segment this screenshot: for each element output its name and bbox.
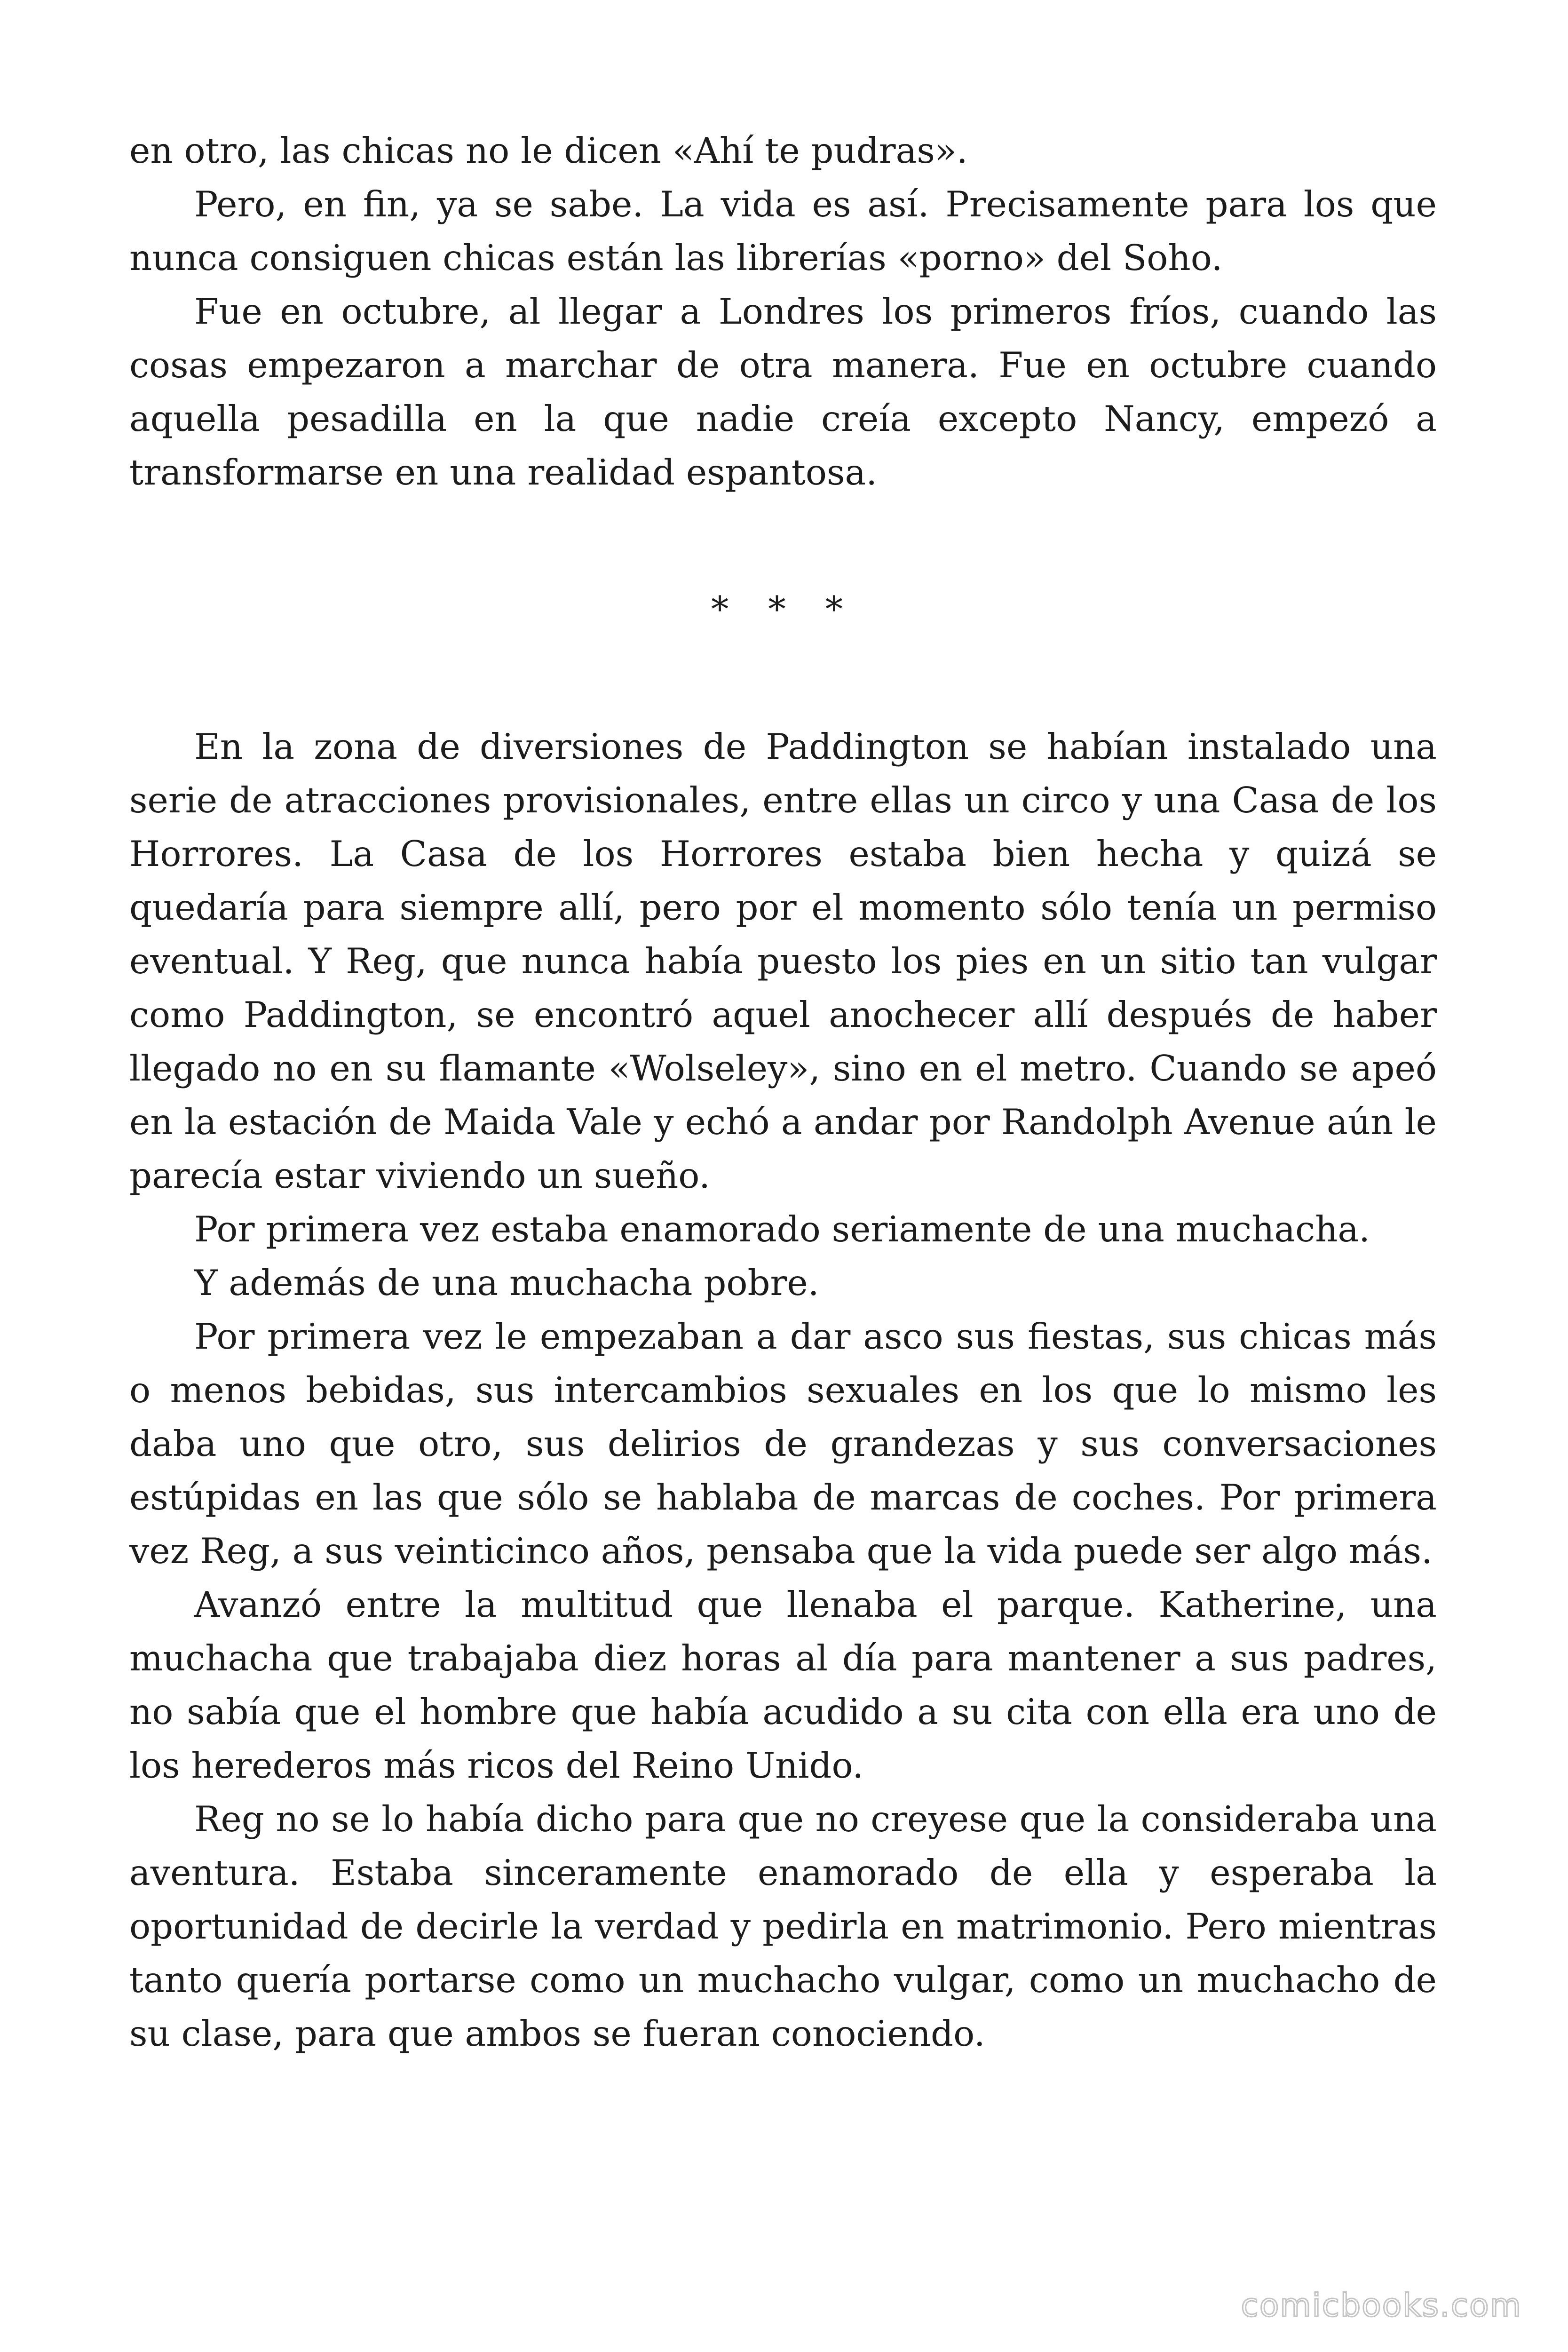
paragraph: Por primera vez le empezaban a dar asco sus fiestas, sus chicas más o menos bebidas, sus intercambios sexuales en los que lo mismo les daba uno que otro, sus delirios de grandezas y sus conversaciones estúpidas en las que sólo se hablaba de marcas de coches. Por primera vez Reg, a sus veinticinco años, pensaba que la vida puede ser algo más. bbox=[129, 1316, 1437, 1572]
paragraph: Reg no se lo había dicho para que no creyese que la consideraba una aventura. Estaba sinceramente enamorado de ella y esperaba la oportunidad de decirle la verdad y pedirla en matrimonio. Pero mientras tanto quería portarse como un muchacho vulgar, como un muchacho de su clase, para que ambos se fueran conociendo. bbox=[129, 1798, 1437, 2054]
paragraph: en otro, las chicas no le dicen «Ahí te pudras». bbox=[129, 130, 968, 171]
text-block-top bbox=[129, 124, 1437, 499]
text-block-main bbox=[129, 720, 1437, 2060]
paragraph: Por primera vez estaba enamorado seriamente de una muchacha. bbox=[194, 1208, 1370, 1250]
watermark: comicbooks.com bbox=[1241, 2287, 1522, 2324]
paragraph: Y además de una muchacha pobre. bbox=[194, 1262, 819, 1303]
paragraph: Avanzó entre la multitud que llenaba el parque. Katherine, una muchacha que trabajaba diez horas al día para mantener a sus padres, no sabía que el hombre que había acudido a su cita con ella era uno de los herederos más ricos del Reino Unido. bbox=[129, 1584, 1437, 1786]
paragraph: Fue en octubre, al llegar a Londres los primeros fríos, cuando las cosas empezaron a marchar de otra manera. Fue en octubre cuando aquella pesadilla en la que nadie creía excepto Nancy, empezó a transformarse en una realidad espantosa. bbox=[129, 291, 1437, 493]
section-break: * * * bbox=[711, 588, 857, 630]
paragraph: Pero, en fin, ya se sabe. La vida es así. Precisamente para los que nunca consiguen chicas están las librerías «porno» del Soho. bbox=[129, 183, 1437, 278]
paragraph: En la zona de diversiones de Paddington se habían instalado una serie de atracciones provisionales, entre ellas un circo y una Casa de los Horrores. La Casa de los Horrores estaba bien hecha y quizá se quedaría para siempre allí, pero por el momento sólo tenía un permiso eventual. Y Reg, que nunca había puesto los pies en un sitio tan vulgar como Paddington, se encontró aquel anochecer allí después de haber llegado no en su flamante «Wolseley», sino en el metro. Cuando se apeó en la estación de Maida Vale y echó a andar por Randolph Avenue aún le parecía estar viviendo un sueño. bbox=[129, 726, 1437, 1196]
